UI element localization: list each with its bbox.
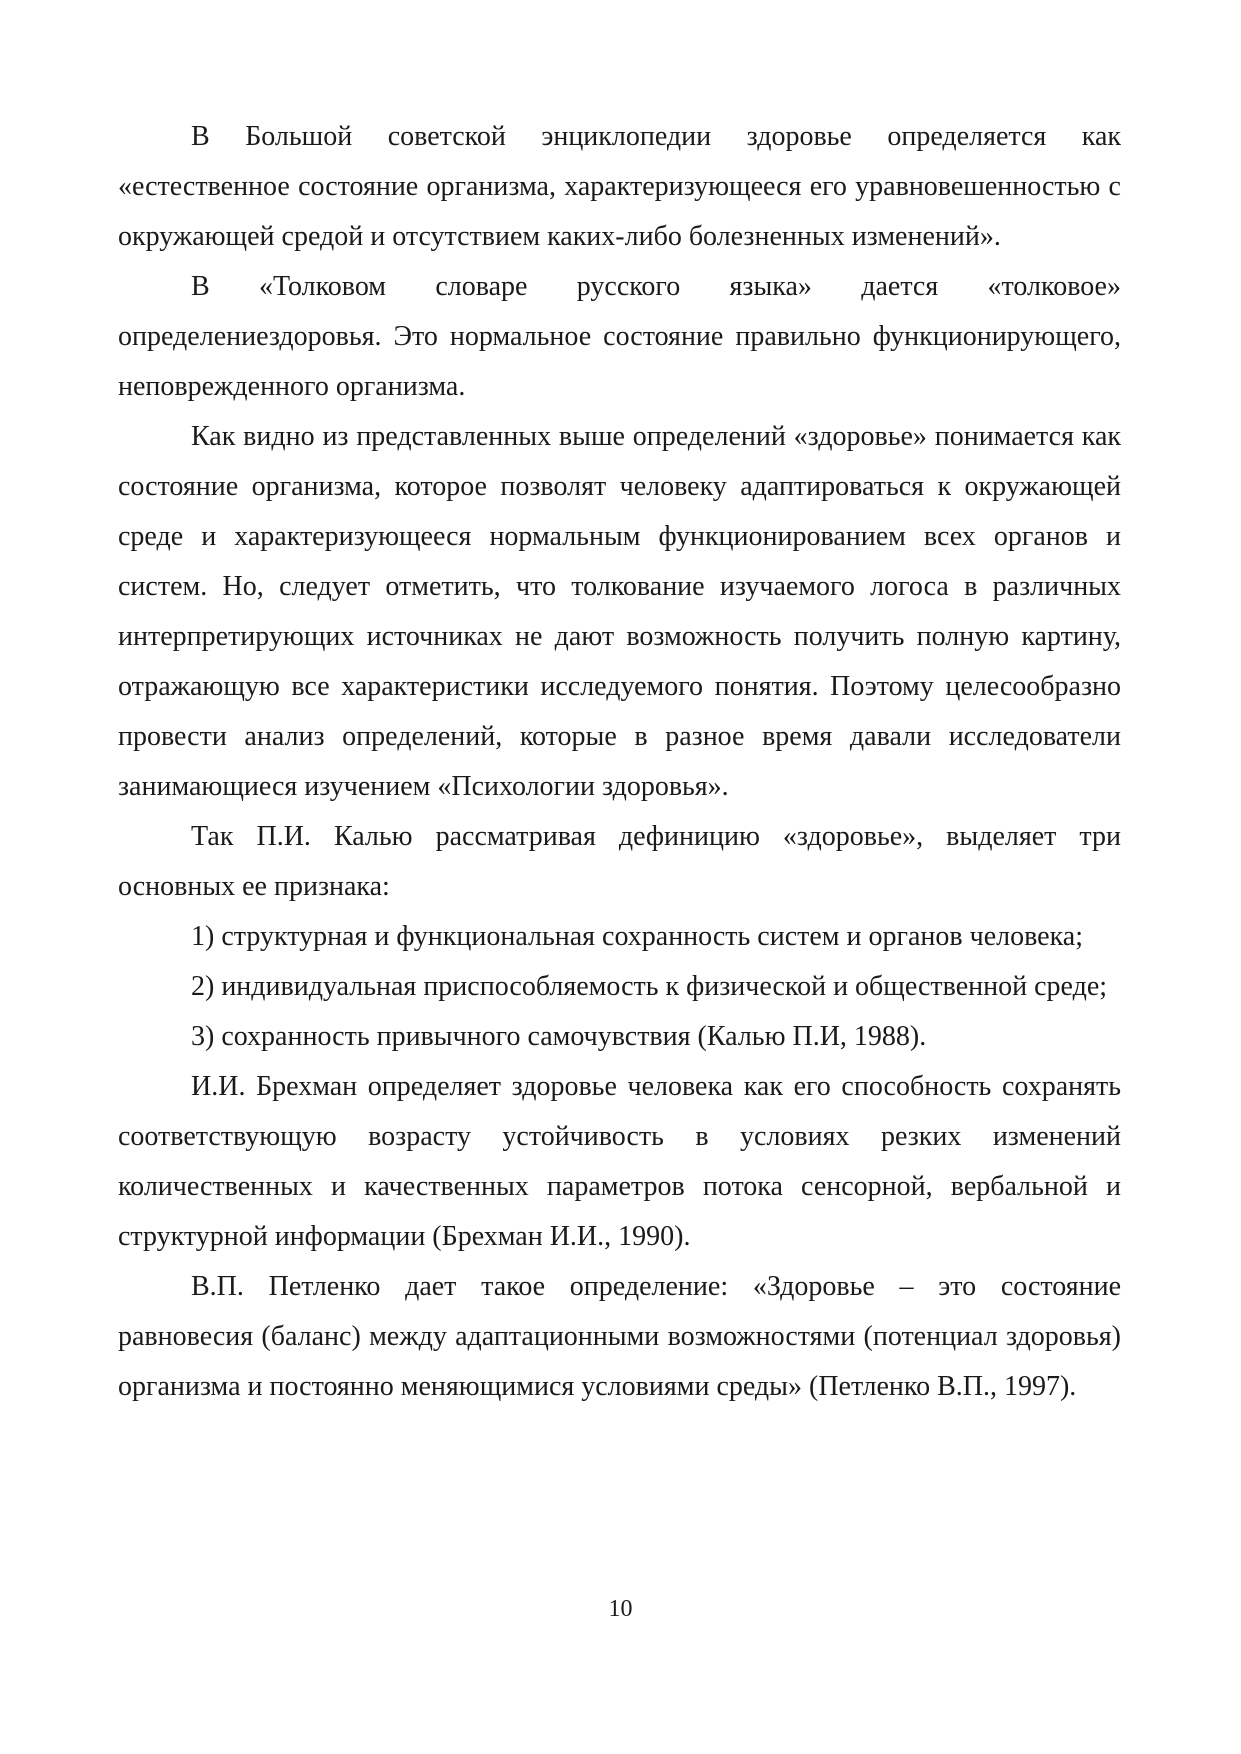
paragraph-bse-definition: В Большой советской энциклопедии здоровье определяется как «естественное состояние организма, характеризующееся его уравновешенностью с окружающей средой и отсутствием каких-либо болезненных изменений».: [118, 121, 1121, 252]
list-item-3: 3) сохранность привычного самочувствия (Калью П.И, 1988).: [191, 1021, 927, 1052]
list-item-2: 2) индивидуальная приспособляемость к физической и общественной среде;: [191, 971, 1108, 1002]
page-number: 10: [608, 1596, 633, 1622]
paragraph-analysis: Как видно из представленных выше определений «здоровье» понимается как состояние организма, которое позволят человеку адаптироваться к окружающей среде и характеризующееся нормальным функционированием всех органов и систем. Но, следует отметить, что толкование изучаемого логоса в различных интерпретирующих источниках не дают возможность получить полную картину, отражающую все характеристики исследуемого понятия. Поэтому целесообразно провести анализ определений, которые в разное время давали исследователи занимающиеся изучением «Психологии здоровья».: [118, 421, 1121, 802]
paragraph-kalyu-intro: Так П.И. Калью рассматривая дефиницию «здоровье», выделяет три основных ее признака:: [118, 821, 1121, 902]
paragraph-brekhman: И.И. Брехман определяет здоровье человека как его способность сохранять соответствующую возрасту устойчивость в условиях резких изменений количественных и качественных параметров потока сенсорной, вербальной и структурной информации (Брехман И.И., 1990).: [118, 1071, 1121, 1252]
document-body: [118, 112, 1121, 1412]
paragraph-dictionary-definition: В «Толковом словаре русского языка» дается «толковое» определениездоровья. Это нормальное состояние правильно функционирующего, неповрежденного организма.: [118, 271, 1121, 402]
list-item-1: 1) структурная и функциональная сохранность систем и органов человека;: [191, 921, 1083, 952]
paragraph-petlenko: В.П. Петленко дает такое определение: «Здоровье – это состояние равновесия (баланс) между адаптационными возможностями (потенциал здоровья) организма и постоянно меняющимися условиями среды» (Петленко В.П., 1997).: [118, 1271, 1121, 1402]
